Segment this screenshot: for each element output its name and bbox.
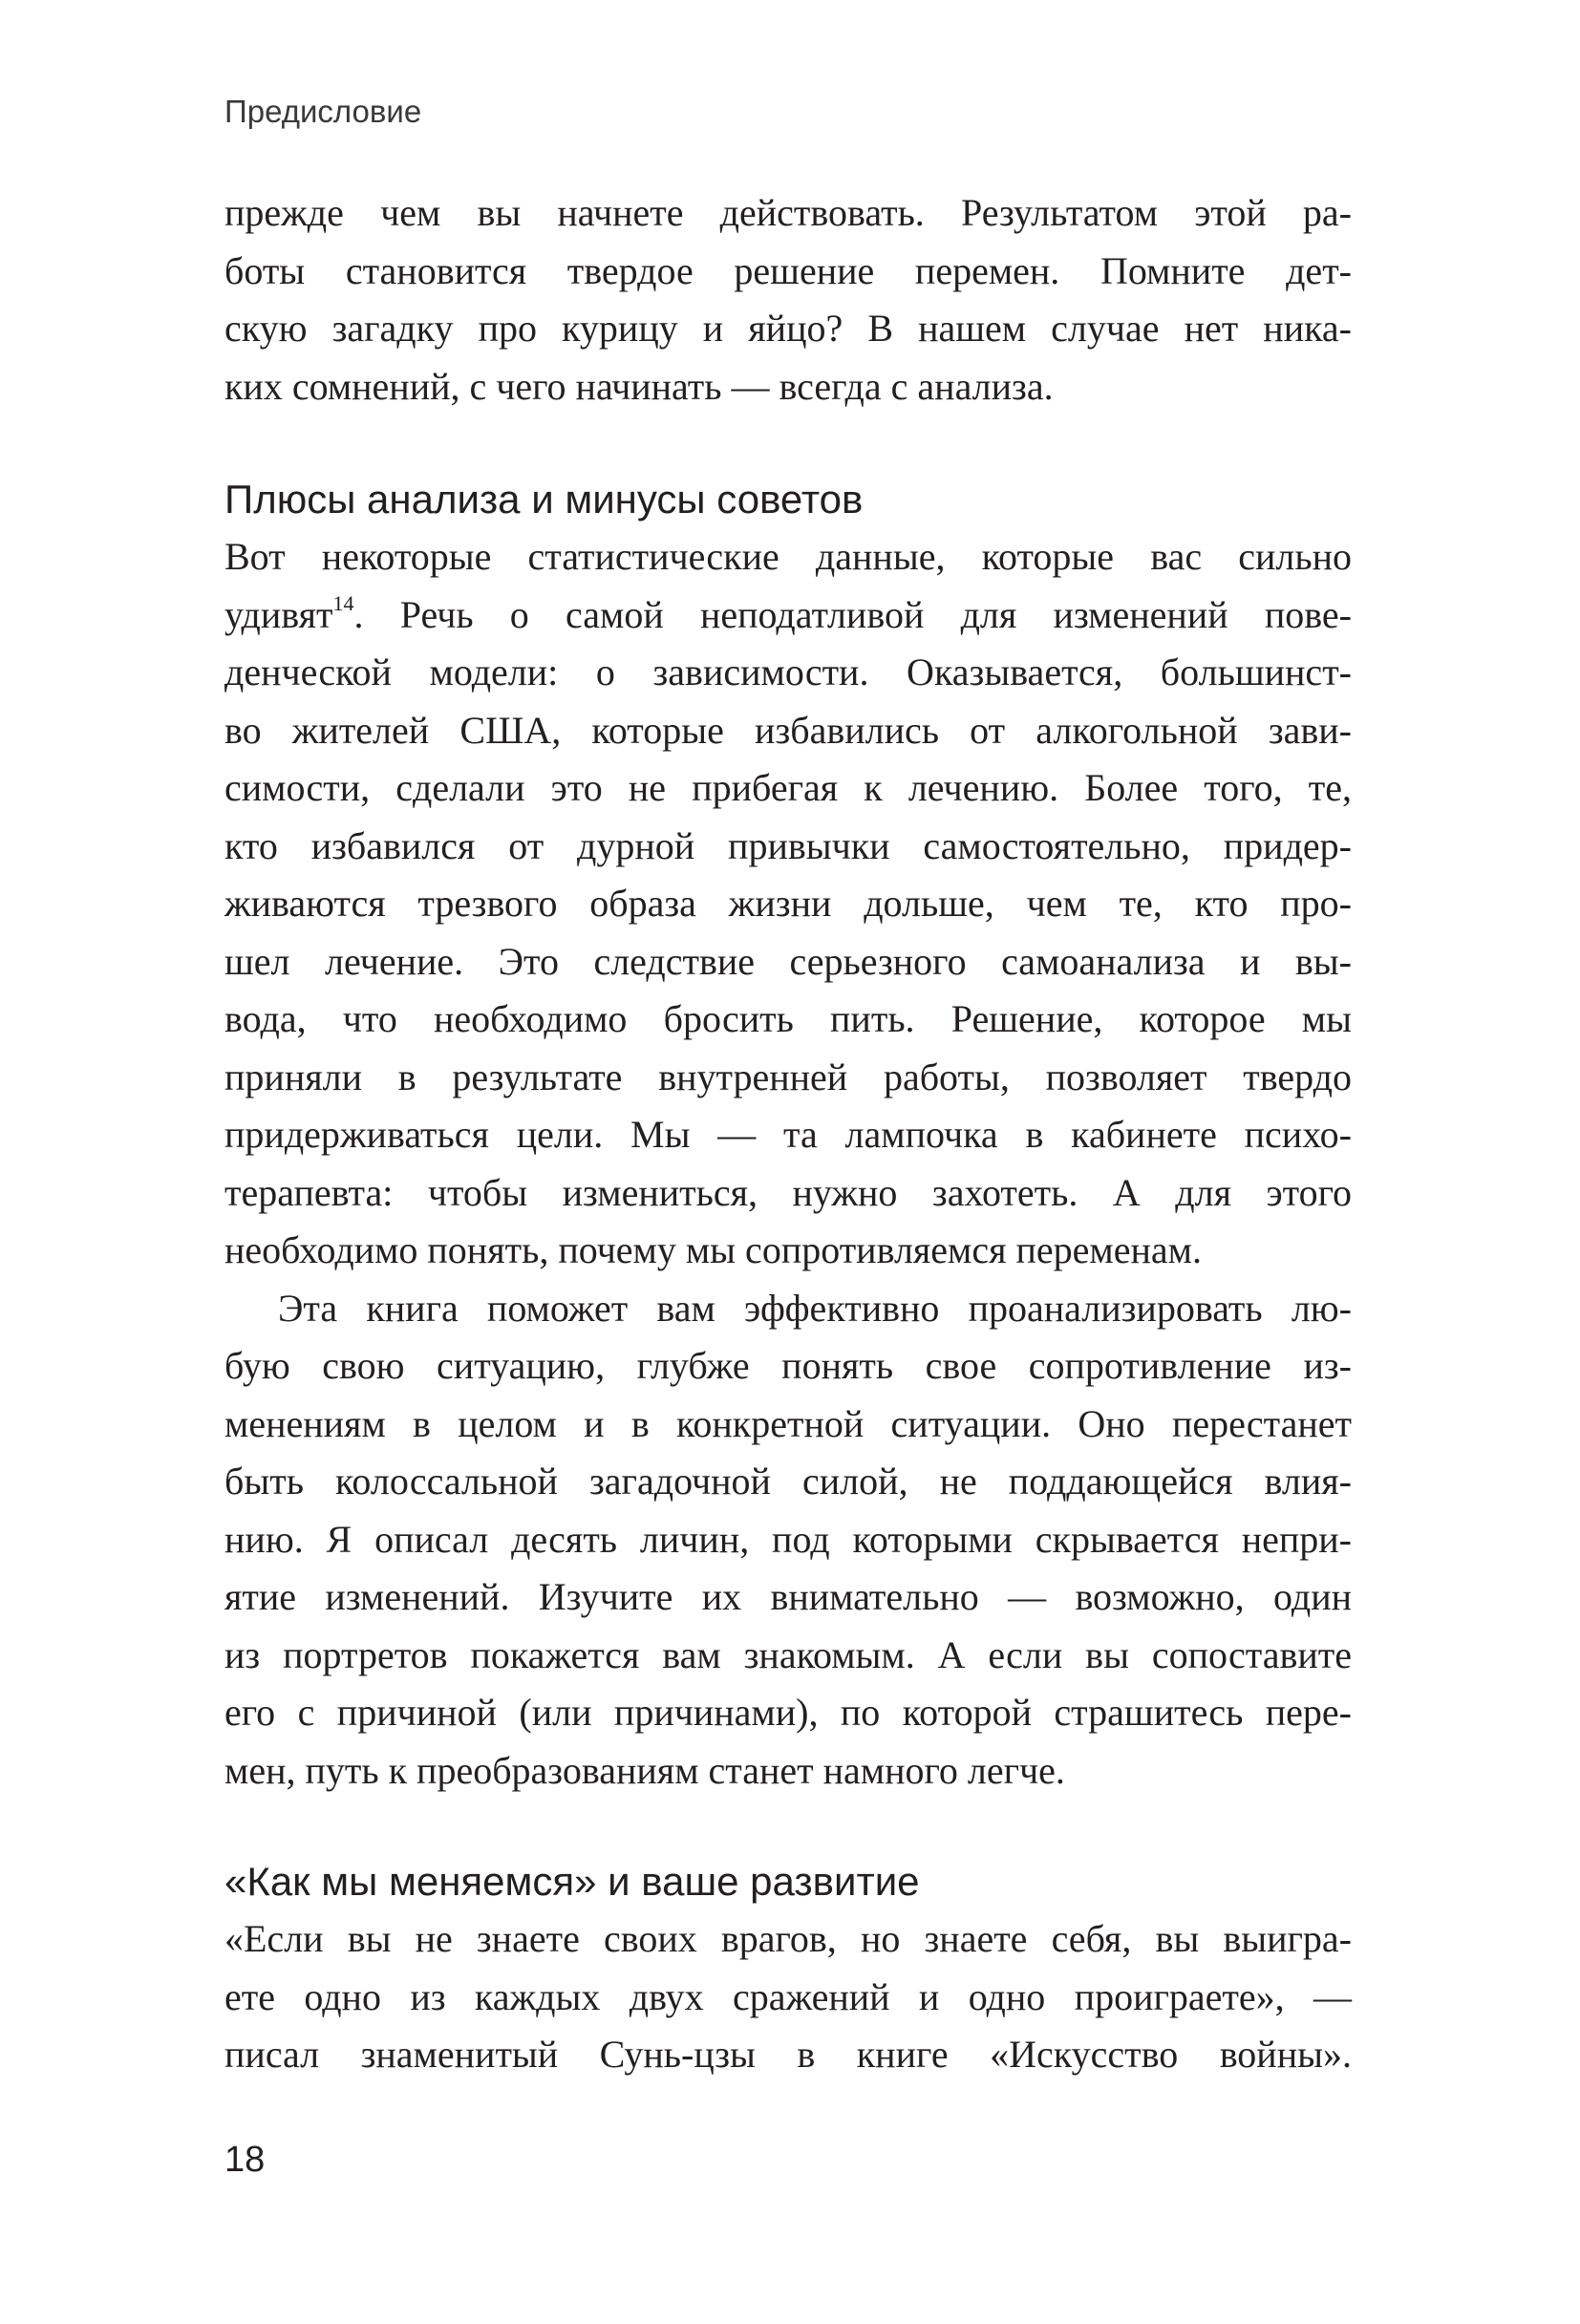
text-line: «Если вы не знаете своих врагов, но знаете себя, вы выигра-	[224, 1917, 1352, 1960]
text-fragment: удивят	[224, 592, 333, 636]
text-line: терапевта: чтобы измениться, нужно захотеть. А для этого	[224, 1170, 1352, 1214]
text-fragment: . Речь о самой неподатливой для изменений пове-	[353, 592, 1352, 636]
running-head: Предисловие	[224, 94, 422, 129]
text-line: во жителей США, которые избавились от алкогольной зави-	[224, 708, 1352, 752]
section-how-we-change	[224, 1853, 1352, 2084]
text-line: Эта книга поможет вам эффективно проанализировать лю-	[278, 1286, 1352, 1330]
text-line: менениям в целом и в конкретной ситуации. Оно перестанет	[224, 1401, 1352, 1445]
text-line: мен, путь к преобразованиям станет намного легче.	[224, 1748, 1065, 1792]
section-heading: Плюсы анализа и минусы советов	[224, 477, 864, 522]
text-line: боты становится твердое решение перемен. Помните дет-	[224, 248, 1352, 292]
text-line: ких сомнений, с чего начинать — всегда с анализа.	[224, 364, 1054, 408]
text-line: живаются трезвого образа жизни дольше, чем те, кто про-	[224, 882, 1352, 925]
section-advantages	[224, 471, 1352, 1800]
section-heading: «Как мы меняемся» и ваше развитие	[224, 1859, 920, 1904]
footnote-marker[interactable]: 14	[332, 590, 354, 615]
text-line: необходимо понять, почему мы сопротивляемся переменам.	[224, 1228, 1202, 1271]
text-line: из портретов покажется вам знакомым. А если вы сопоставите	[224, 1632, 1352, 1676]
text-line: денческой модели: о зависимости. Оказывается, большинст-	[224, 650, 1352, 693]
text-line: писал знаменитый Сунь-цзы в книге «Искусство войны».	[224, 2033, 1352, 2076]
text-line: шел лечение. Это следствие серьезного самоанализа и вы-	[224, 939, 1352, 983]
intro-paragraph	[224, 184, 1352, 416]
text-line: быть колоссальной загадочной силой, не поддающейся влия-	[224, 1460, 1352, 1503]
text-line: симости, сделали это не прибегая к лечению. Более того, те,	[224, 766, 1352, 809]
text-line: скую загадку про курицу и яйцо? В нашем случае нет ника-	[224, 307, 1352, 350]
text-line: прежде чем вы начнете действовать. Результатом этой ра-	[224, 191, 1352, 234]
text-line: вода, что необходимо бросить пить. Решение, которое мы	[224, 997, 1352, 1040]
text-line: придерживаться цели. Мы — та лампочка в кабинете психо-	[224, 1113, 1352, 1156]
text-line: его с причиной (или причинами), по которой страшитесь пере-	[224, 1691, 1352, 1734]
text-line: ятие изменений. Изучите их внимательно — возможно, один	[224, 1575, 1352, 1618]
text-line	[224, 586, 1352, 645]
text-line: Вот некоторые статистические данные, которые вас сильно	[224, 535, 1352, 578]
page-number: 18	[224, 2140, 266, 2180]
text-line: нию. Я описал десять личин, под которыми скрывается непри-	[224, 1517, 1352, 1561]
text-line: кто избавился от дурной привычки самостоятельно, придер-	[224, 823, 1352, 867]
text-line: бую свою ситуацию, глубже понять свое сопротивление из-	[224, 1344, 1352, 1387]
text-line: ете одно из каждых двух сражений и одно проиграете», —	[224, 1974, 1352, 2018]
text-line: приняли в результате внутренней работы, позволяет твердо	[224, 1055, 1352, 1098]
